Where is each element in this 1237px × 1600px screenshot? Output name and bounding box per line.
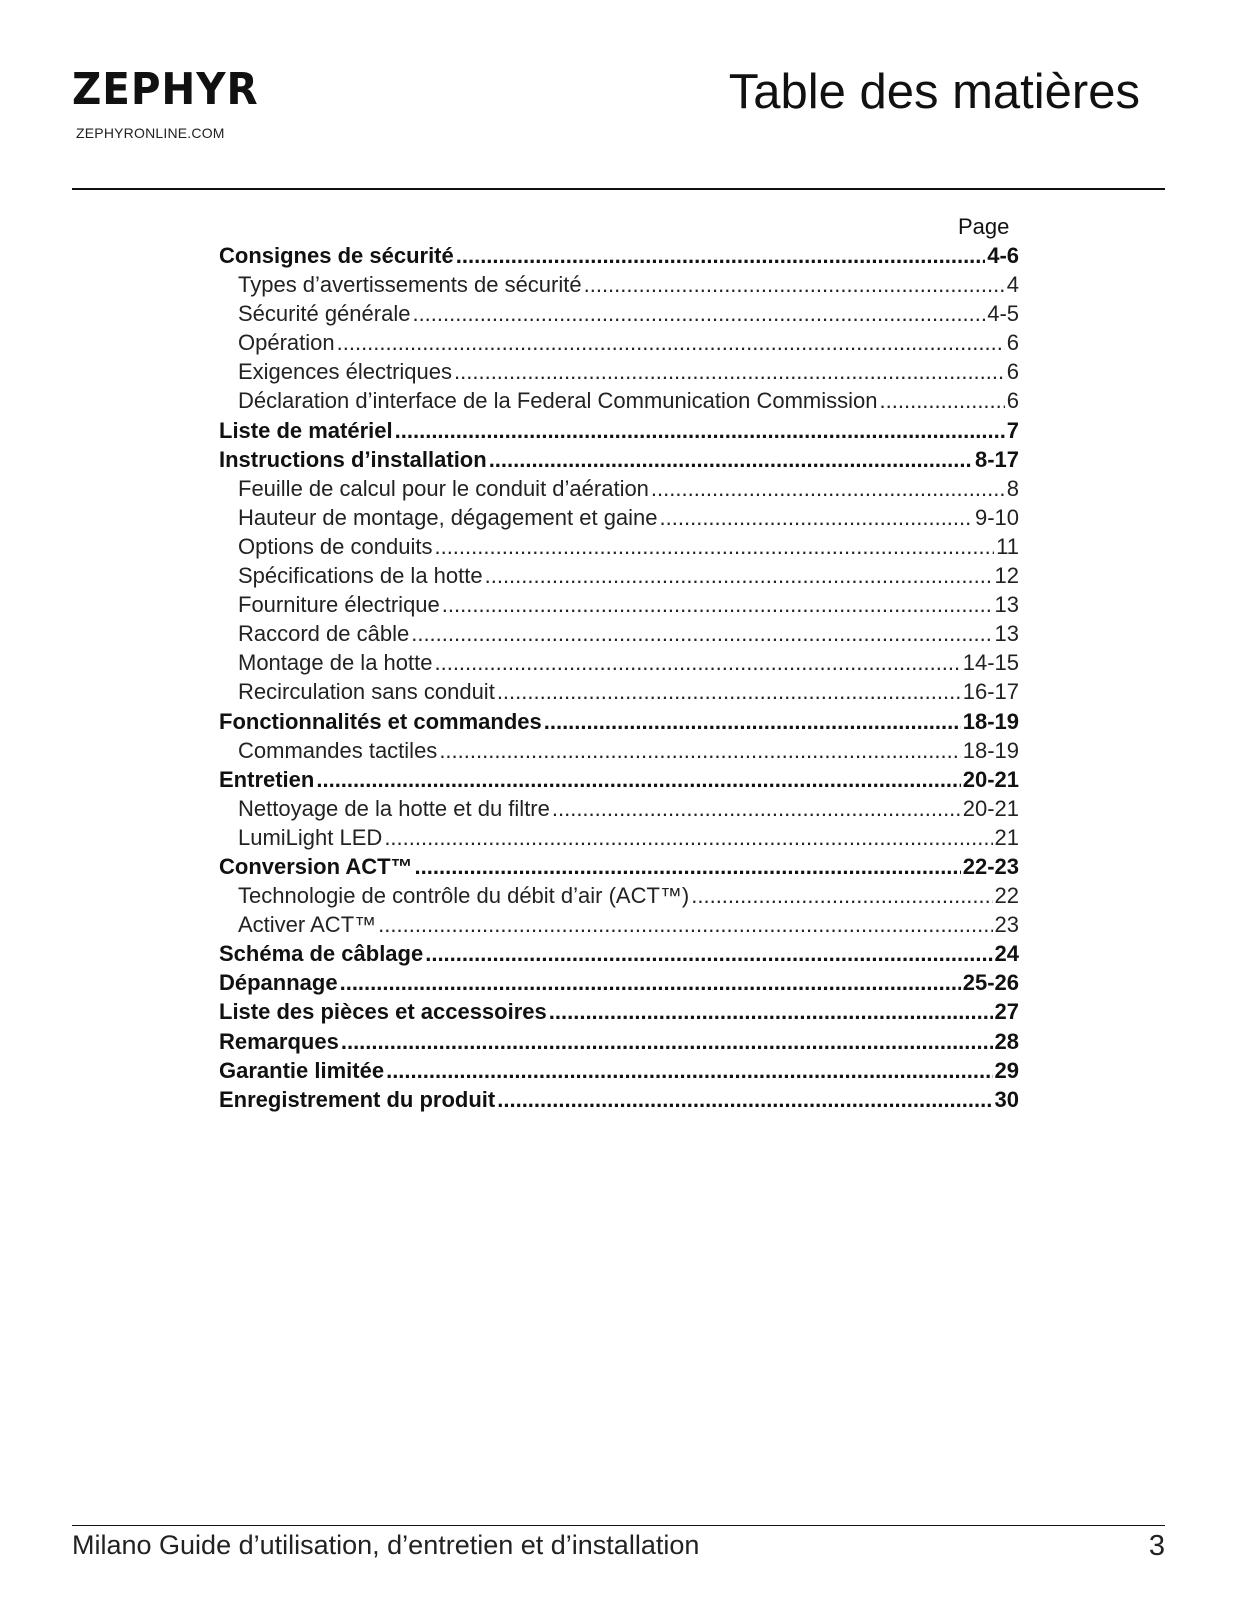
toc-entry-page: 11 — [996, 533, 1019, 559]
dot-leader — [660, 503, 973, 532]
toc-section-row — [219, 707, 1019, 736]
dot-leader — [415, 852, 961, 881]
toc-subsection-row — [219, 386, 1019, 415]
toc-header — [219, 212, 1019, 241]
header-divider — [72, 188, 1165, 190]
toc-entry-label: Raccord de câble — [238, 621, 410, 647]
toc-entry-label: Liste de matériel — [219, 417, 393, 443]
toc-entry-page: 8-17 — [974, 446, 1019, 472]
dot-leader — [552, 794, 961, 823]
toc-entry-page: 29 — [994, 1057, 1019, 1083]
page-number: 3 — [1148, 1530, 1165, 1562]
toc-subsection-row — [219, 357, 1019, 386]
dot-leader — [485, 561, 993, 590]
toc-entry-label: Conversion ACT™ — [219, 853, 413, 879]
toc-entry-label: Types d’avertissements de sécurité — [238, 272, 582, 298]
toc-entry-page: 27 — [994, 999, 1019, 1025]
dot-leader — [411, 619, 992, 648]
toc-subsection-row — [219, 532, 1019, 561]
page-title: Table des matières — [728, 65, 1140, 119]
toc-entry-label: Technologie de contrôle du débit d’air (ACT™) — [238, 883, 690, 909]
toc-entry-page: 20-21 — [962, 795, 1019, 821]
toc-entry-page: 28 — [994, 1028, 1019, 1054]
toc-entry-label: Montage de la hotte — [238, 650, 433, 676]
toc-entry-page: 18-19 — [962, 708, 1019, 734]
toc-entry-label: Commandes tactiles — [238, 737, 438, 763]
dot-leader — [337, 328, 1005, 357]
toc-entry-page: 4-5 — [987, 301, 1019, 327]
toc-section-row — [219, 1056, 1019, 1085]
toc-subsection-row — [219, 648, 1019, 677]
toc-entry-page: 23 — [994, 912, 1019, 938]
toc-subsection-row — [219, 270, 1019, 299]
toc-subsection-row — [219, 794, 1019, 823]
toc-entry-label: Dépannage — [219, 970, 338, 996]
toc-entry-page: 22-23 — [962, 853, 1019, 879]
toc-subsection-row — [219, 503, 1019, 532]
toc-subsection-row — [219, 328, 1019, 357]
dot-leader — [434, 532, 994, 561]
toc-entry-label: Enregistrement du produit — [219, 1086, 496, 1112]
toc-entry-page: 9-10 — [974, 504, 1019, 530]
dot-leader — [386, 1056, 992, 1085]
toc-subsection-row — [219, 736, 1019, 765]
table-of-contents — [219, 212, 1019, 1114]
dot-leader — [584, 270, 1005, 299]
dot-leader — [544, 707, 961, 736]
toc-subsection-row — [219, 561, 1019, 590]
dot-leader — [316, 765, 960, 794]
toc-entry-page: 12 — [994, 563, 1019, 589]
dot-leader — [497, 1085, 992, 1114]
dot-leader — [456, 241, 985, 270]
toc-entry-label: Déclaration d’interface de la Federal Communication Commission — [238, 388, 878, 414]
dot-leader — [497, 677, 961, 706]
toc-entry-label: Spécifications de la hotte — [238, 563, 483, 589]
dot-leader — [439, 736, 960, 765]
dot-leader — [691, 881, 992, 910]
dot-leader — [880, 386, 1005, 415]
dot-leader — [442, 590, 993, 619]
toc-entry-page: 4 — [1006, 272, 1019, 298]
toc-entry-page: 13 — [994, 621, 1019, 647]
toc-subsection-row — [219, 474, 1019, 503]
toc-entry-label: LumiLight LED — [238, 824, 383, 850]
toc-subsection-row — [219, 619, 1019, 648]
toc-entry-label: Exigences électriques — [238, 359, 453, 385]
toc-entry-label: Fourniture électrique — [238, 592, 440, 618]
toc-entry-label: Fonctionnalités et commandes — [219, 708, 542, 734]
toc-entry-label: Instructions d’installation — [219, 446, 487, 472]
toc-entry-page: 30 — [994, 1086, 1019, 1112]
footer-title: Milano Guide d’utilisation, d’entretien et d’installation — [72, 1530, 700, 1560]
toc-subsection-row — [219, 590, 1019, 619]
toc-section-row — [219, 416, 1019, 445]
toc-entry-label: Remarques — [219, 1028, 339, 1054]
toc-entry-label: Nettoyage de la hotte et du filtre — [238, 795, 550, 821]
toc-entry-page: 25-26 — [962, 970, 1019, 996]
toc-section-row — [219, 939, 1019, 968]
toc-entry-page: 20-21 — [962, 766, 1019, 792]
toc-entry-page: 6 — [1006, 330, 1019, 356]
dot-leader — [412, 299, 985, 328]
toc-entries — [219, 241, 1019, 1114]
dot-leader — [378, 910, 992, 939]
dot-leader — [489, 445, 973, 474]
brand-logo: ZEPHYR — [72, 64, 259, 115]
toc-entry-page: 14-15 — [962, 650, 1019, 676]
toc-section-row — [219, 968, 1019, 997]
toc-section-row — [219, 241, 1019, 270]
toc-entry-label: Sécurité générale — [238, 301, 411, 327]
dot-leader — [384, 823, 992, 852]
toc-entry-page: 6 — [1006, 388, 1019, 414]
dot-leader — [395, 416, 1005, 445]
toc-entry-label: Consignes de sécurité — [219, 243, 454, 268]
dot-leader — [434, 648, 960, 677]
dot-leader — [651, 474, 1005, 503]
toc-entry-page: 22 — [994, 883, 1019, 909]
toc-subsection-row — [219, 677, 1019, 706]
dot-leader — [340, 968, 961, 997]
toc-subsection-row — [219, 299, 1019, 328]
toc-entry-label: Entretien — [219, 766, 315, 792]
toc-section-row — [219, 997, 1019, 1026]
dot-leader — [425, 939, 992, 968]
dot-leader — [454, 357, 1005, 386]
toc-subsection-row — [219, 881, 1019, 910]
toc-entry-page: 6 — [1006, 359, 1019, 385]
toc-entry-label: Activer ACT™ — [238, 912, 377, 938]
toc-entry-page: 4-6 — [987, 243, 1019, 268]
toc-entry-label: Feuille de calcul pour le conduit d’aération — [238, 475, 649, 501]
website-url: ZEPHYRONLINE.COM — [76, 125, 225, 141]
toc-entry-label: Recirculation sans conduit — [238, 679, 495, 705]
toc-entry-page: 21 — [994, 824, 1019, 850]
toc-entry-page: 8 — [1006, 475, 1019, 501]
footer-divider — [72, 1525, 1165, 1526]
page-column-label: Page — [958, 214, 1010, 239]
toc-section-row — [219, 445, 1019, 474]
toc-section-row — [219, 765, 1019, 794]
dot-leader — [549, 997, 993, 1026]
toc-entry-page: 13 — [994, 592, 1019, 618]
toc-entry-label: Liste des pièces et accessoires — [219, 999, 547, 1025]
toc-entry-label: Garantie limitée — [219, 1057, 385, 1083]
toc-entry-label: Schéma de câblage — [219, 941, 424, 967]
toc-subsection-row — [219, 910, 1019, 939]
toc-entry-page: 18-19 — [962, 737, 1019, 763]
toc-entry-label: Hauteur de montage, dégagement et gaine — [238, 504, 658, 530]
dot-leader — [341, 1027, 993, 1056]
toc-entry-page: 24 — [994, 941, 1019, 967]
toc-entry-page: 16-17 — [962, 679, 1019, 705]
toc-entry-label: Options de conduits — [238, 533, 433, 559]
toc-entry-page: 7 — [1006, 417, 1019, 443]
toc-subsection-row — [219, 823, 1019, 852]
toc-entry-label: Opération — [238, 330, 335, 356]
toc-section-row — [219, 852, 1019, 881]
toc-section-row — [219, 1085, 1019, 1114]
toc-section-row — [219, 1027, 1019, 1056]
